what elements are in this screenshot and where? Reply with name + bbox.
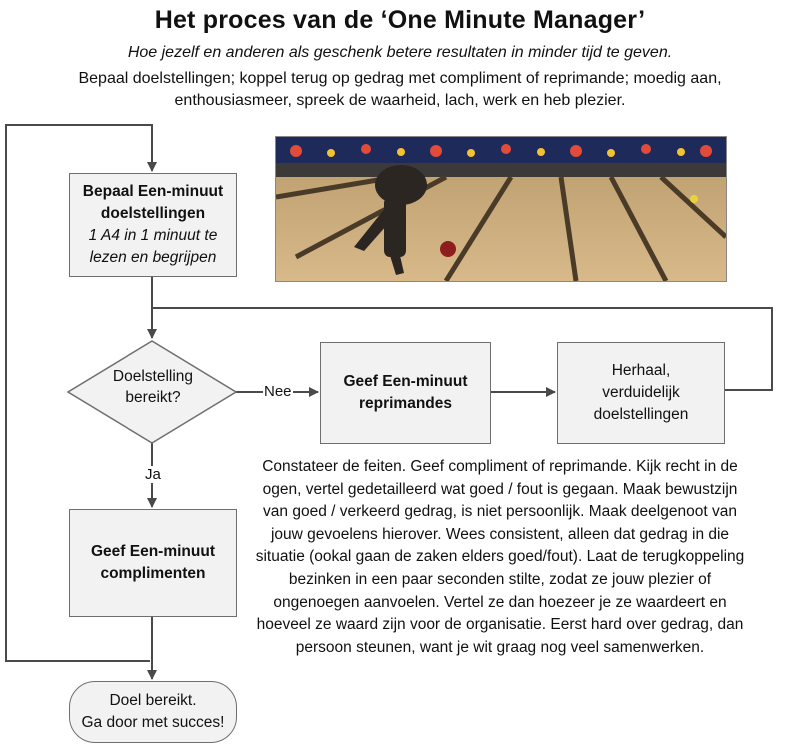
body-line: bezinken in een paar seconden stilte, zodat ze jouw plezier of xyxy=(288,570,712,588)
intro-line: Bepaal doelstellingen; koppel terug op gedrag met compliment of reprimande; moedig aan, xyxy=(78,70,722,87)
end-line: Doel bereikt. xyxy=(109,692,197,709)
intro-line: enthousiasmeer, spreek de waarheid, lach, werk en heb plezier. xyxy=(174,92,626,109)
goals-title-line: Bepaal Een-minuut xyxy=(82,183,224,200)
bowling-alley-photo xyxy=(275,136,727,282)
goals-box xyxy=(69,173,237,277)
body-line: persoon steunen, want je wit graag nog veel samenwerken. xyxy=(295,638,705,656)
body-line: jouw gevoelens hierover. Wees consistent, alleen dat gedrag in die xyxy=(270,525,730,543)
reprimand-box xyxy=(320,342,491,444)
goals-title-line: doelstellingen xyxy=(100,205,206,222)
reprimand-line: Geef Een-minuut xyxy=(343,373,468,390)
repeat-line: Herhaal, xyxy=(611,362,671,379)
compliment-box xyxy=(69,509,237,617)
compliment-line: Geef Een-minuut xyxy=(90,543,215,560)
repeat-box xyxy=(557,342,725,444)
page-title: Het proces van de ‘One Minute Manager’ xyxy=(154,6,646,34)
body-line: ongenoegen aanvoelen. Vertel ze dan hoezeer je ze waardeert en xyxy=(273,593,727,611)
end-box xyxy=(69,681,237,743)
goals-note-line: lezen en begrijpen xyxy=(89,249,217,266)
page-subtitle: Hoe jezelf en anderen als geschenk betere resultaten in minder tijd te geven. xyxy=(127,44,673,61)
body-line: van goed / verkeerd gedrag, is niet persoonlijk. Maak deelgenoot van xyxy=(263,503,737,521)
repeat-line: verduidelijk xyxy=(602,384,680,401)
feedback-instructions xyxy=(240,456,760,659)
reprimand-line: reprimandes xyxy=(358,395,453,412)
decision-line: bereikt? xyxy=(125,389,181,406)
body-line: Constateer de feiten. Geef compliment of reprimande. Kijk recht in de xyxy=(262,458,738,475)
body-line: hoeveel ze waard zijn voor de organisatie. Eerst hard over gedrag, dan xyxy=(256,616,744,634)
repeat-line: doelstellingen xyxy=(593,406,689,423)
end-line: Ga door met succes! xyxy=(81,714,225,731)
decision-label xyxy=(88,366,218,408)
goals-note-line: 1 A4 in 1 minuut te xyxy=(88,227,218,244)
compliment-line: complimenten xyxy=(100,565,206,582)
decision-line: Doelstelling xyxy=(112,368,194,385)
body-line: situatie (ookal gaan de zaken elders goed/fout). Laat de terugkoppeling xyxy=(255,548,745,566)
edge-label-yes: Ja xyxy=(145,466,161,483)
edge-label-no: Nee xyxy=(264,383,292,400)
body-line: ogen, vertel gedetailleerd wat goed / fout is gegaan. Maak bewustzijn xyxy=(262,480,738,498)
